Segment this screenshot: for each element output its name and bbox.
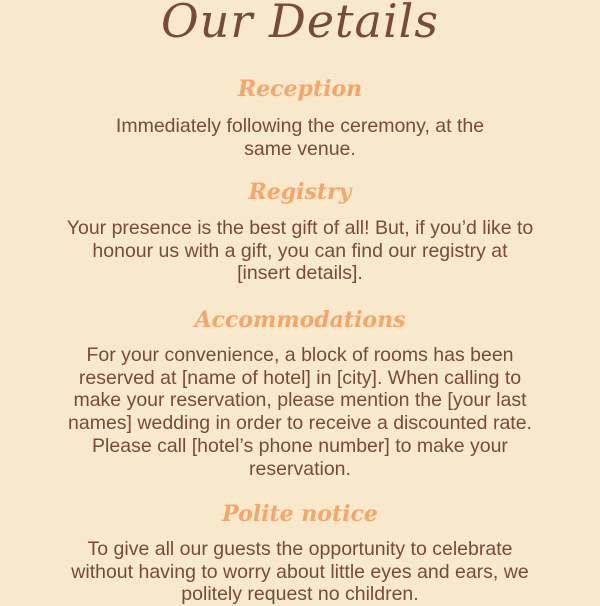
- text-line: Your presence is the best gift of all! But, if you’d like to: [66, 217, 534, 239]
- text-line: reservation.: [249, 457, 351, 480]
- text-line: same venue.: [244, 137, 356, 160]
- registry-heading: Registry: [248, 179, 352, 205]
- registry-text: [0, 217, 600, 285]
- text-line: names] wedding in order to receive a discounted rate.: [68, 412, 532, 435]
- text-line: reserved at [name of hotel] in [city]. When calling to: [78, 366, 522, 389]
- text-line: For your convenience, a block of rooms has been: [86, 344, 514, 366]
- text-line: To give all our guests the opportunity to celebrate: [87, 538, 513, 560]
- reception-text: [0, 115, 600, 160]
- text-line: politely request no children.: [181, 583, 419, 606]
- polite-notice-text: [0, 538, 600, 606]
- accommodations-text: [0, 344, 600, 480]
- text-line: without having to worry about little eyes and ears, we: [71, 560, 529, 583]
- text-line: Please call [hotel’s phone number] to make your: [92, 434, 508, 457]
- reception-heading: Reception: [237, 76, 363, 102]
- text-line: [insert details].: [237, 262, 363, 285]
- text-line: Immediately following the ceremony, at the: [115, 115, 485, 137]
- accommodations-heading: Accommodations: [194, 307, 406, 333]
- text-line: make your reservation, please mention the [your last: [73, 389, 527, 412]
- polite-notice-heading: Polite notice: [222, 501, 378, 527]
- page-title: Our Details: [161, 0, 439, 48]
- text-line: honour us with a gift, you can find our registry at: [92, 239, 508, 262]
